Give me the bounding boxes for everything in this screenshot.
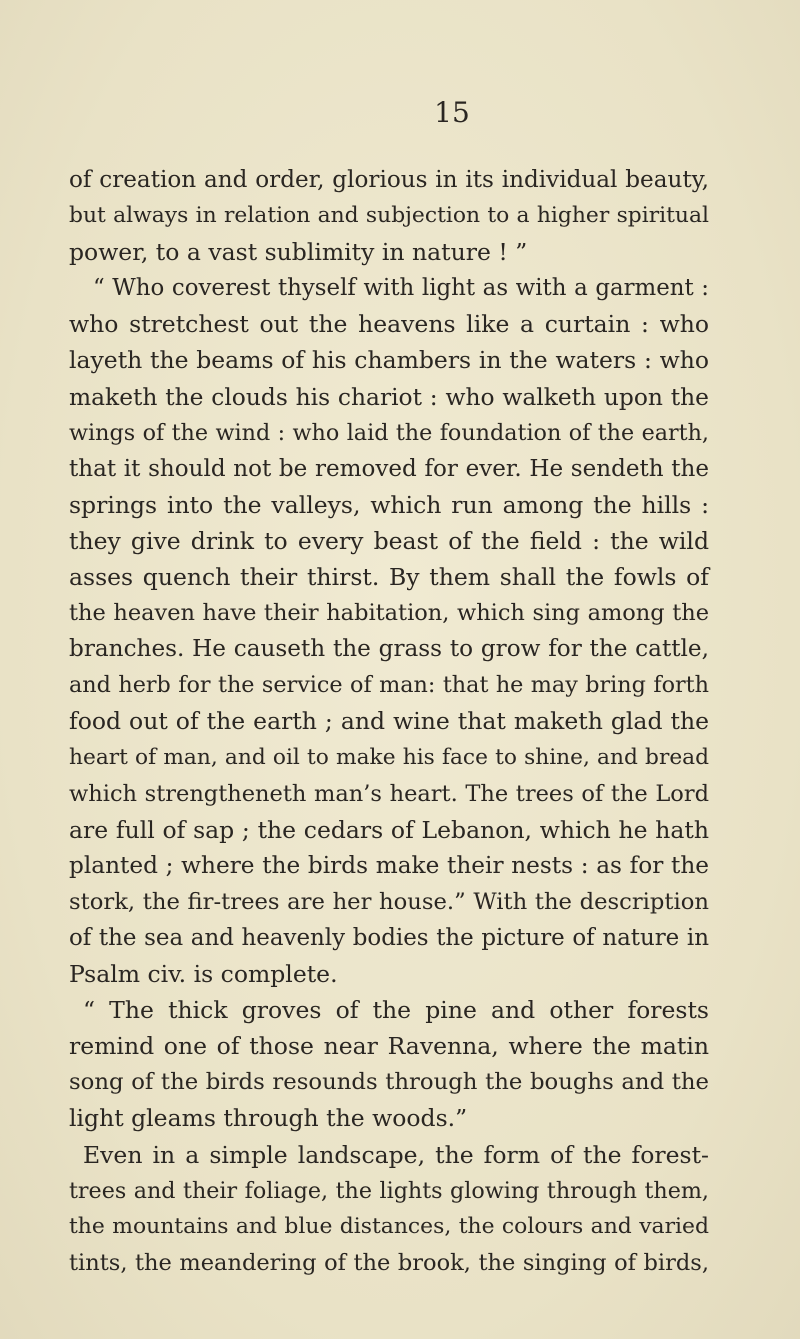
text-line: “ Who coverest thyself with light as with a garment : [93, 275, 709, 302]
body-text [69, 162, 709, 1281]
page-number: 15 [434, 96, 470, 129]
text-line: and herb for the service of man: that he may bring forth [69, 672, 709, 699]
text-line: of the sea and heavenly bodies the picture of nature in [69, 924, 709, 951]
text-line: planted ; where the birds make their nests : as for the [69, 851, 709, 879]
text-line: song of the birds resounds through the boughs and the [69, 1069, 709, 1096]
text-line: are full of sap ; the cedars of Lebanon, which he hath [69, 815, 709, 844]
text-line: trees and their foliage, the lights glowing through them, [69, 1177, 709, 1204]
text-line: maketh the clouds his chariot : who walketh upon the [69, 382, 709, 411]
text-line: Psalm civ. is complete. [69, 960, 338, 989]
text-line: tints, the meandering of the brook, the singing of birds, [69, 1249, 709, 1276]
text-line: branches. He causeth the grass to grow for the cattle, [69, 636, 709, 663]
text-line: who stretchest out the heavens like a curtain : who [69, 310, 709, 339]
text-line: “ The thick groves of the pine and other forests [83, 996, 709, 1025]
text-line: the heaven have their habitation, which sing among the [69, 600, 709, 627]
text-line: light gleams through the woods.” [69, 1104, 468, 1133]
text-line: the mountains and blue distances, the colours and varied [69, 1213, 709, 1239]
text-line: springs into the valleys, which run among the hills : [69, 490, 709, 519]
text-line: stork, the fir-trees are her house.” With the description [69, 888, 709, 915]
text-line: which strengtheneth man’s heart. The trees of the Lord [69, 780, 709, 807]
text-line: but always in relation and subjection to a higher spiritual [69, 203, 709, 229]
text-line: that it should not be removed for ever. He sendeth the [69, 455, 709, 482]
text-line: asses quench their thirst. By them shall the fowls of [69, 563, 709, 592]
text-line: power, to a vast sublimity in nature ! ” [69, 238, 528, 267]
text-line: heart of man, and oil to make his face to shine, and bread [69, 744, 709, 770]
text-line: food out of the earth ; and wine that maketh glad the [69, 707, 709, 736]
text-line: they give drink to every beast of the field : the wild [69, 526, 709, 555]
text-line: wings of the wind : who laid the foundation of the earth, [69, 419, 709, 446]
text-line: of creation and order, glorious in its individual beauty, [69, 167, 709, 193]
text-line: layeth the beams of his chambers in the waters : who [69, 346, 709, 375]
text-line: remind one of those near Ravenna, where the matin [69, 1032, 709, 1061]
text-line: Even in a simple landscape, the form of the forest- [83, 1140, 709, 1169]
